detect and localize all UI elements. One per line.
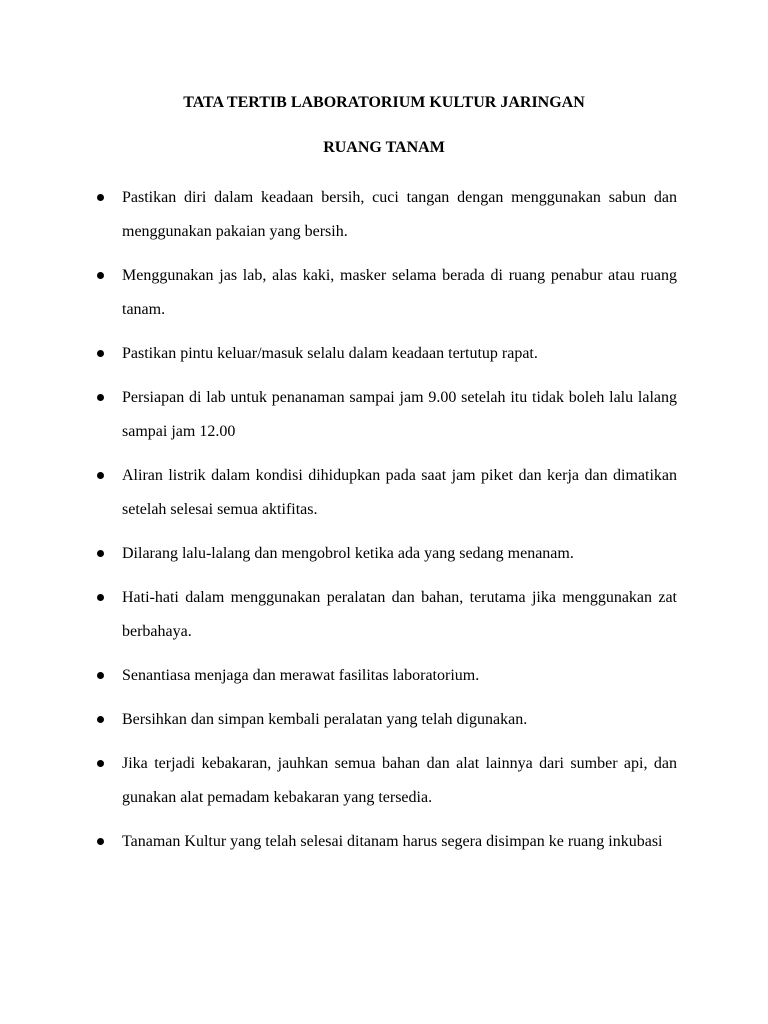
bullet-icon bbox=[97, 838, 104, 845]
bullet-icon bbox=[97, 472, 104, 479]
document-title: TATA TERTIB LABORATORIUM KULTUR JARINGAN bbox=[183, 94, 585, 111]
bullet-icon bbox=[97, 394, 104, 401]
rule-text: Tanaman Kultur yang telah selesai ditanam harus segera disimpan ke ruang inkubasi bbox=[122, 833, 663, 850]
rule-text: Hati-hati dalam menggunakan peralatan dan bahan, terutama jika menggunakan zat berbahaya. bbox=[122, 589, 677, 640]
document-subtitle: RUANG TANAM bbox=[323, 139, 445, 156]
bullet-icon bbox=[97, 194, 104, 201]
rule-item bbox=[93, 337, 677, 371]
rule-item bbox=[93, 459, 677, 527]
bullet-icon bbox=[97, 760, 104, 767]
rule-item bbox=[93, 703, 677, 737]
bullet-icon bbox=[97, 716, 104, 723]
rule-text: Persiapan di lab untuk penanaman sampai jam 9.00 setelah itu tidak boleh lalu lalang sampai jam 12.00 bbox=[122, 389, 677, 440]
rule-text: Pastikan diri dalam keadaan bersih, cuci tangan dengan menggunakan sabun dan menggunakan pakaian yang bersih. bbox=[122, 189, 677, 240]
rule-text: Aliran listrik dalam kondisi dihidupkan pada saat jam piket dan kerja dan dimatikan setelah selesai semua aktifitas. bbox=[122, 467, 677, 518]
rule-item bbox=[93, 581, 677, 649]
bullet-icon bbox=[97, 672, 104, 679]
rules-list bbox=[93, 181, 677, 869]
rule-text: Pastikan pintu keluar/masuk selalu dalam keadaan tertutup rapat. bbox=[122, 345, 538, 362]
rule-text: Jika terjadi kebakaran, jauhkan semua bahan dan alat lainnya dari sumber api, dan gunakan alat pemadam kebakaran yang tersedia. bbox=[122, 755, 677, 806]
rule-text: Bersihkan dan simpan kembali peralatan yang telah digunakan. bbox=[122, 711, 528, 728]
rule-item bbox=[93, 381, 677, 449]
rule-text: Senantiasa menjaga dan merawat fasilitas laboratorium. bbox=[122, 667, 480, 684]
rule-item bbox=[93, 747, 677, 815]
rule-item bbox=[93, 537, 677, 571]
rule-item bbox=[93, 659, 677, 693]
bullet-icon bbox=[97, 550, 104, 557]
rule-item bbox=[93, 259, 677, 327]
rule-text: Menggunakan jas lab, alas kaki, masker selama berada di ruang penabur atau ruang tanam. bbox=[122, 267, 677, 318]
rule-text: Dilarang lalu-lalang dan mengobrol ketika ada yang sedang menanam. bbox=[122, 545, 574, 562]
rule-item bbox=[93, 181, 677, 249]
rule-item bbox=[93, 825, 677, 859]
bullet-icon bbox=[97, 594, 104, 601]
bullet-icon bbox=[97, 272, 104, 279]
bullet-icon bbox=[97, 350, 104, 357]
